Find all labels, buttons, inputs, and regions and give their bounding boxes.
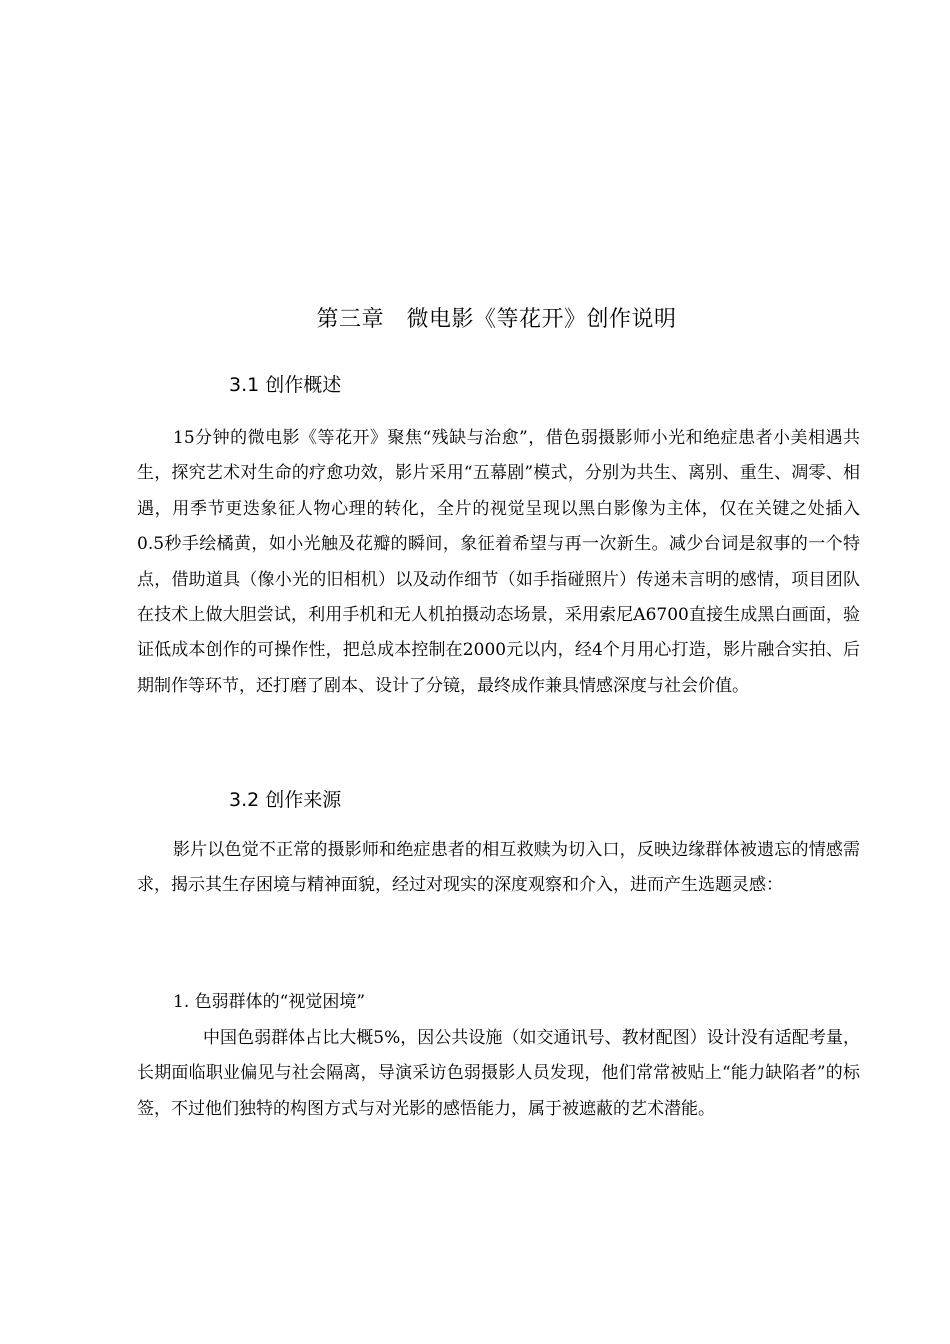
section-3-2-paragraph: 影片以色觉不正常的摄影师和绝症患者的相互救赎为切入口，反映边缘群体被遗忘的情感需求，揭示其生存困境与精神面貌，经过对现实的深度观察和介入，进而产生选题灵感： (137, 840, 860, 896)
section-heading-3-1: 3.1 创作概述 (229, 374, 342, 396)
section-heading-3-2: 3.2 创作来源 (229, 789, 342, 811)
chapter-title: 第三章 微电影《等花开》创作说明 (316, 307, 677, 332)
item-1-paragraph: 中国色弱群体占比大概5%，因公共设施（如交通讯号、教材配图）设计没有适配考量，长期面临职业偏见与社会隔离，导演采访色弱摄影人员发现，他们常常被贴上“能力缺陷者”的标签，不过他们独特的构图方式与对光影的感悟能力，属于被遮蔽的艺术潜能。 (137, 1028, 860, 1119)
section-3-1-paragraph: 15分钟的微电影《等花开》聚焦“残缺与治愈”，借色弱摄影师小光和绝症患者小美相遇共生，探究艺术对生命的疗愈功效，影片采用“五幕剧”模式，分别为共生、离别、重生、凋零、相遇，用季节更迭象征人物心理的转化，全片的视觉呈现以黑白影像为主体，仅在关键之处插入0.5秒手绘橘黄，如小光触及花瓣的瞬间，象征着希望与再一次新生。减少台词是叙事的一个特点，借助道具（像小光的旧相机）以及动作细节（如手指碰照片）传递未言明的感情，项目团队在技术上做大胆尝试，利用手机和无人机拍摄动态场景，采用索尼A6700直接生成黑白画面，验证低成本创作的可操作性，把总成本控制在2000元以内，经4个月用心打造，影片融合实拍、后期制作等环节，还打磨了剧本、设计了分镜，最终成作兼具情感深度与社会价值。 (137, 428, 860, 696)
item-1-heading: 1. 色弱群体的“视觉困境” (173, 992, 366, 1012)
